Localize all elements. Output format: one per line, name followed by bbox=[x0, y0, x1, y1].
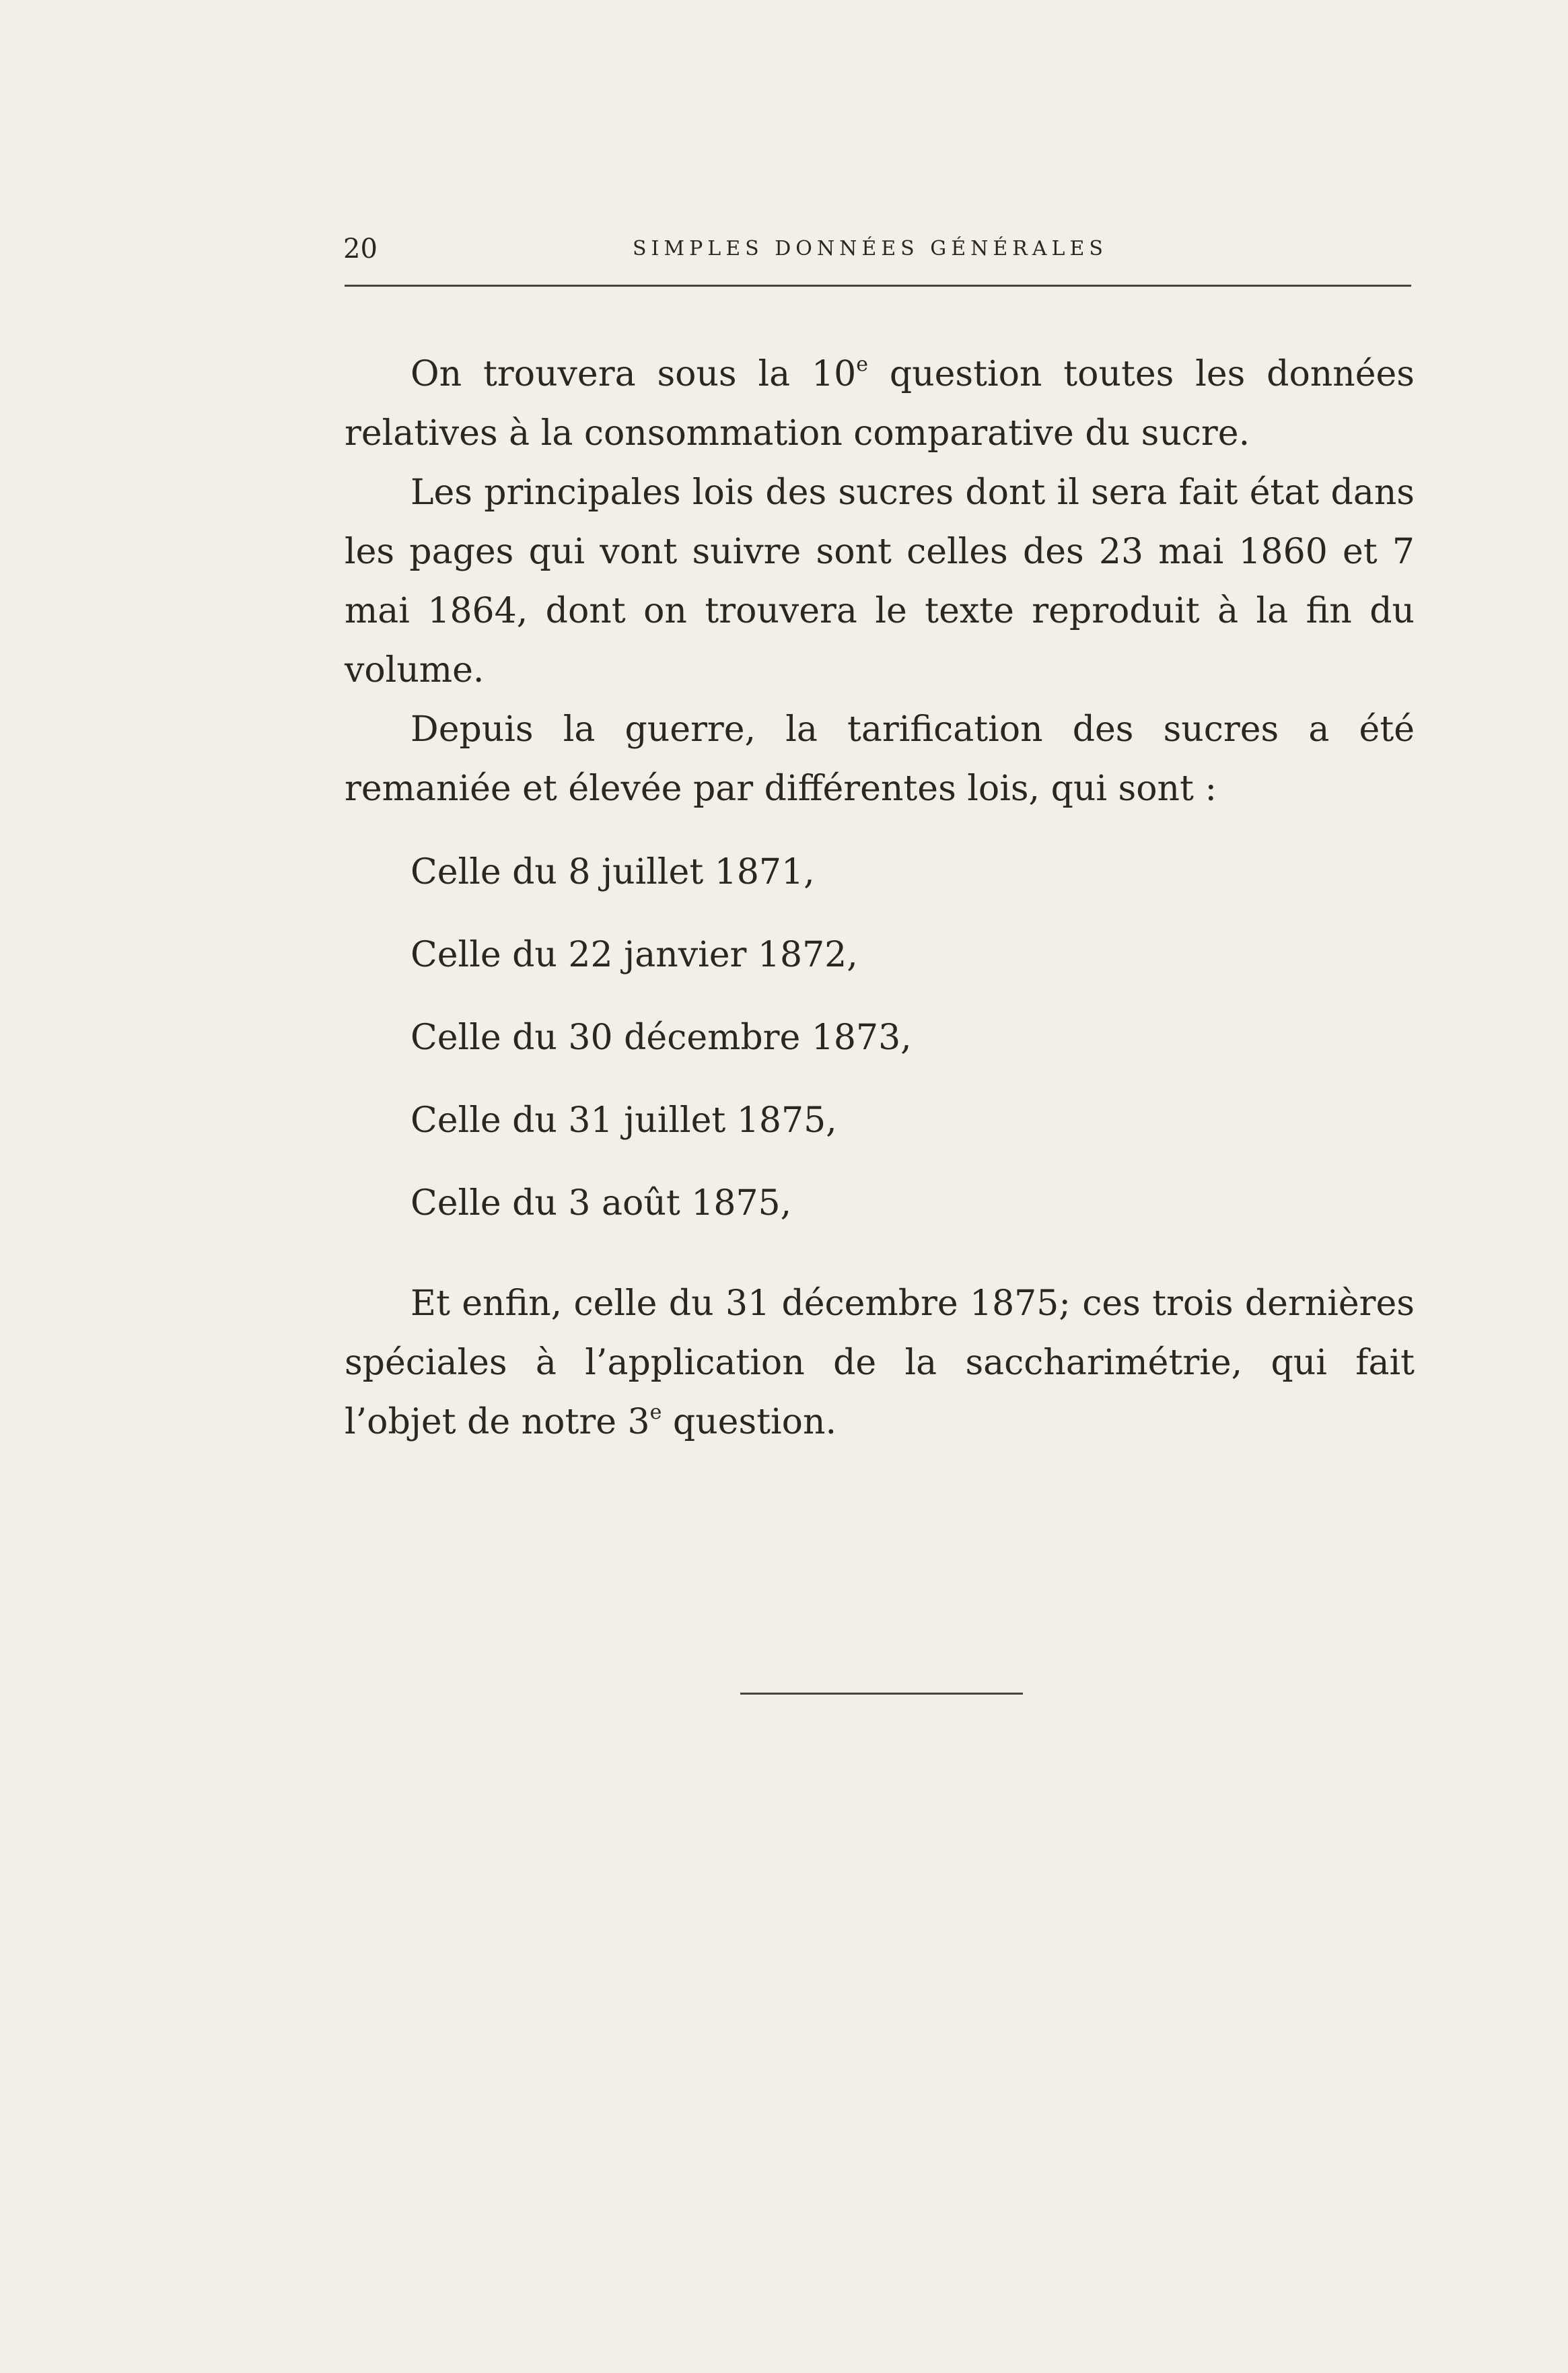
law-item: Celle du 31 juillet 1875, bbox=[411, 1100, 837, 1141]
paragraph-consumption bbox=[345, 345, 1415, 463]
page-header bbox=[0, 229, 1568, 269]
running-title: SIMPLES DONNÉES GÉNÉRALES bbox=[633, 237, 1108, 260]
law-item: Celle du 30 décembre 1873, bbox=[411, 1018, 912, 1058]
paragraph-tariff: Depuis la guerre, la tarification des sucres a été remaniée et élevée par différentes lois, qui sont : bbox=[345, 709, 1415, 809]
law-item: Celle du 22 janvier 1872, bbox=[411, 935, 858, 975]
law-item: Celle du 8 juillet 1871, bbox=[411, 852, 815, 892]
paragraph-saccharimetry-text-end: question. bbox=[662, 1402, 836, 1442]
paragraph-saccharimetry bbox=[345, 1274, 1415, 1452]
ordinal-superscript: e bbox=[856, 353, 868, 376]
paragraph-main-laws: Les principales lois des sucres dont il sera fait état dans les pages qui vont suivre sont celles des 23 mai 1860 et 7 mai 1864, dont on trouvera le texte reproduit à la fin du volume. bbox=[345, 472, 1415, 690]
page-number: 20 bbox=[343, 234, 378, 264]
ordinal-superscript: e bbox=[649, 1401, 662, 1424]
law-item: Celle du 3 août 1875, bbox=[411, 1183, 792, 1224]
body-text bbox=[345, 345, 1415, 1452]
paragraph-consumption-text-end: question toutes les données relatives à la consommation comparative du sucre. bbox=[345, 354, 1415, 454]
paragraph-saccharimetry-text: Et enfin, celle du 31 décembre 1875; ces trois dernières spéciales à l’application de la saccharimétrie, qui fait l’objet de notre 3 bbox=[345, 1283, 1415, 1442]
header-rule bbox=[345, 285, 1411, 287]
law-list bbox=[345, 843, 1415, 1256]
section-end-rule bbox=[740, 1693, 1023, 1695]
paragraph-consumption-text: On trouvera sous la 10 bbox=[411, 354, 857, 394]
